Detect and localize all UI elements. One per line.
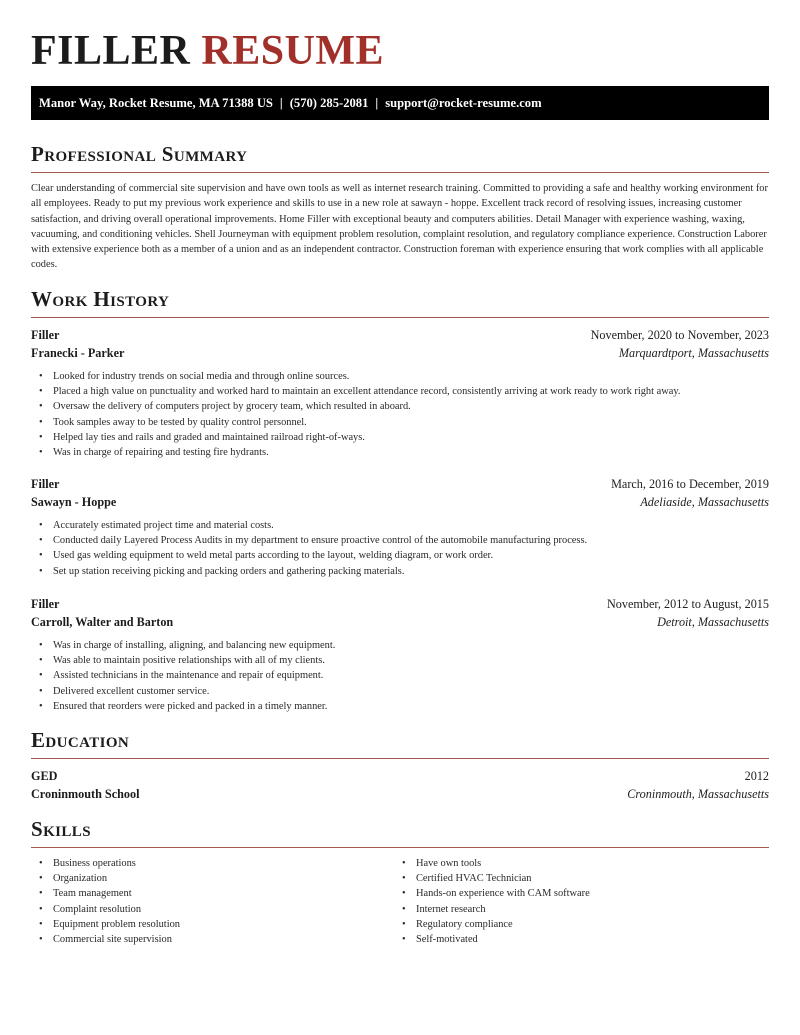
job-duties-list (31, 638, 769, 714)
job-role: Filler (31, 477, 60, 491)
skill-item: • Commercial site supervision (31, 932, 371, 947)
section-title-summary: Professional Summary (31, 142, 248, 166)
job-company: Sawayn - Hoppe (31, 495, 117, 509)
education-school-row (31, 785, 769, 803)
list-item: • Was able to maintain positive relationships with all of my clients. (31, 653, 769, 668)
section-divider (31, 317, 769, 318)
contact-address: Manor Way, Rocket Resume, MA 71388 US (39, 96, 273, 110)
education-year: 2012 (744, 769, 769, 783)
skill-item: • Business operations (31, 856, 371, 871)
section-title-work-history: Work History (31, 287, 170, 311)
section-divider (31, 758, 769, 759)
skill-item: • Regulatory compliance (394, 917, 734, 932)
contact-email[interactable]: support@rocket-resume.com (385, 96, 542, 110)
list-item: • Set up station receiving picking and packing orders and gathering packing materials. (31, 564, 769, 579)
section-title-education: Education (31, 728, 130, 752)
job-company: Carroll, Walter and Barton (31, 615, 174, 629)
job-header-row (31, 595, 769, 613)
skill-item: • Team management (31, 886, 371, 901)
education-school: Croninmouth School (31, 787, 140, 801)
list-item: • Helped lay ties and rails and graded and maintained railroad right-of-ways. (31, 430, 769, 445)
list-item: • Looked for industry trends on social media and through online sources. (31, 369, 769, 384)
list-item: • Placed a high value on punctuality and worked hard to maintain an excellent attendance record, consistently arriving at work ready to work right away. (31, 384, 769, 399)
section-divider (31, 847, 769, 848)
job-company-row (31, 613, 769, 631)
contact-separator: | (279, 96, 283, 110)
job-company-row (31, 344, 769, 362)
list-item: • Was in charge of repairing and testing fire hydrants. (31, 445, 769, 460)
job-company-row (31, 493, 769, 511)
job-header-row (31, 326, 769, 344)
education-header-row (31, 767, 769, 785)
skill-item: • Internet research (394, 902, 734, 917)
job-dates: November, 2012 to August, 2015 (606, 597, 769, 611)
contact-separator: | (375, 96, 379, 110)
job-role: Filler (31, 328, 60, 342)
section-divider (31, 172, 769, 173)
skills-list-left (31, 856, 371, 947)
summary-text: Clear understanding of commercial site supervision and have own tools as well as internet research training. Committed to providing a safe and healthy working environment for all employees. Ready to put my previous work experience and skills to use in a new role at sawayn - hoppe. Excellent track record of resolving issues, increasing customer satisfaction, and driving overall operational improvements. Home Filler with exceptional beauty and computers abilities. Detail Manager with experience washing, waxing, vacuuming, and conditioning vehicles. Shell Journeyman with equipment problem resolution, complaint resolution, and regulatory compliance experience. Construction Laborer with extensive experience both as a member of a union and as an independent contractor. Construction foreman with experience ensuring that work complies with all applicable codes. (31, 183, 768, 271)
skill-item: • Have own tools (394, 856, 734, 871)
name-last: RESUME (201, 28, 385, 74)
list-item: • Delivered excellent customer service. (31, 684, 769, 699)
skill-item: • Organization (31, 871, 371, 886)
list-item: • Took samples away to be tested by quality control personnel. (31, 415, 769, 430)
job-duties-list (31, 518, 769, 579)
job-dates: March, 2016 to December, 2019 (611, 477, 769, 491)
job-duties-list (31, 369, 769, 460)
skills-list-right (394, 856, 734, 947)
skill-item: • Complaint resolution (31, 902, 371, 917)
resume-name (31, 28, 384, 74)
list-item: • Assisted technicians in the maintenance and repair of equipment. (31, 668, 769, 683)
list-item: • Was in charge of installing, aligning, and balancing new equipment. (31, 638, 769, 653)
list-item: • Conducted daily Layered Process Audits in my department to ensure proactive control of the automobile manufacturing process. (31, 533, 769, 548)
list-item: • Ensured that reorders were picked and packed in a timely manner. (31, 699, 769, 714)
section-title-skills: Skills (31, 817, 91, 841)
job-company: Franecki - Parker (31, 346, 125, 360)
contact-bar (31, 86, 769, 120)
education-degree: GED (31, 769, 58, 783)
skill-item: • Certified HVAC Technician (394, 871, 734, 886)
job-location: Marquardtport, Massachusetts (618, 346, 769, 360)
skill-item: • Equipment problem resolution (31, 917, 371, 932)
job-location: Detroit, Massachusetts (657, 615, 769, 629)
contact-phone[interactable]: (570) 285-2081 (289, 96, 369, 110)
job-role: Filler (31, 597, 60, 611)
job-dates: November, 2020 to November, 2023 (590, 328, 769, 342)
skill-item: • Self-motivated (394, 932, 734, 947)
list-item: • Oversaw the delivery of computers project by grocery team, which resulted in aboard. (31, 399, 769, 414)
skill-item: • Hands-on experience with CAM software (394, 886, 734, 901)
job-header-row (31, 475, 769, 493)
list-item: • Accurately estimated project time and material costs. (31, 518, 769, 533)
name-first: FILLER (31, 28, 191, 74)
list-item: • Used gas welding equipment to weld metal parts according to the layout, welding diagram, or work order. (31, 548, 769, 563)
education-location: Croninmouth, Massachusetts (627, 787, 769, 801)
job-location: Adeliaside, Massachusetts (640, 495, 769, 509)
